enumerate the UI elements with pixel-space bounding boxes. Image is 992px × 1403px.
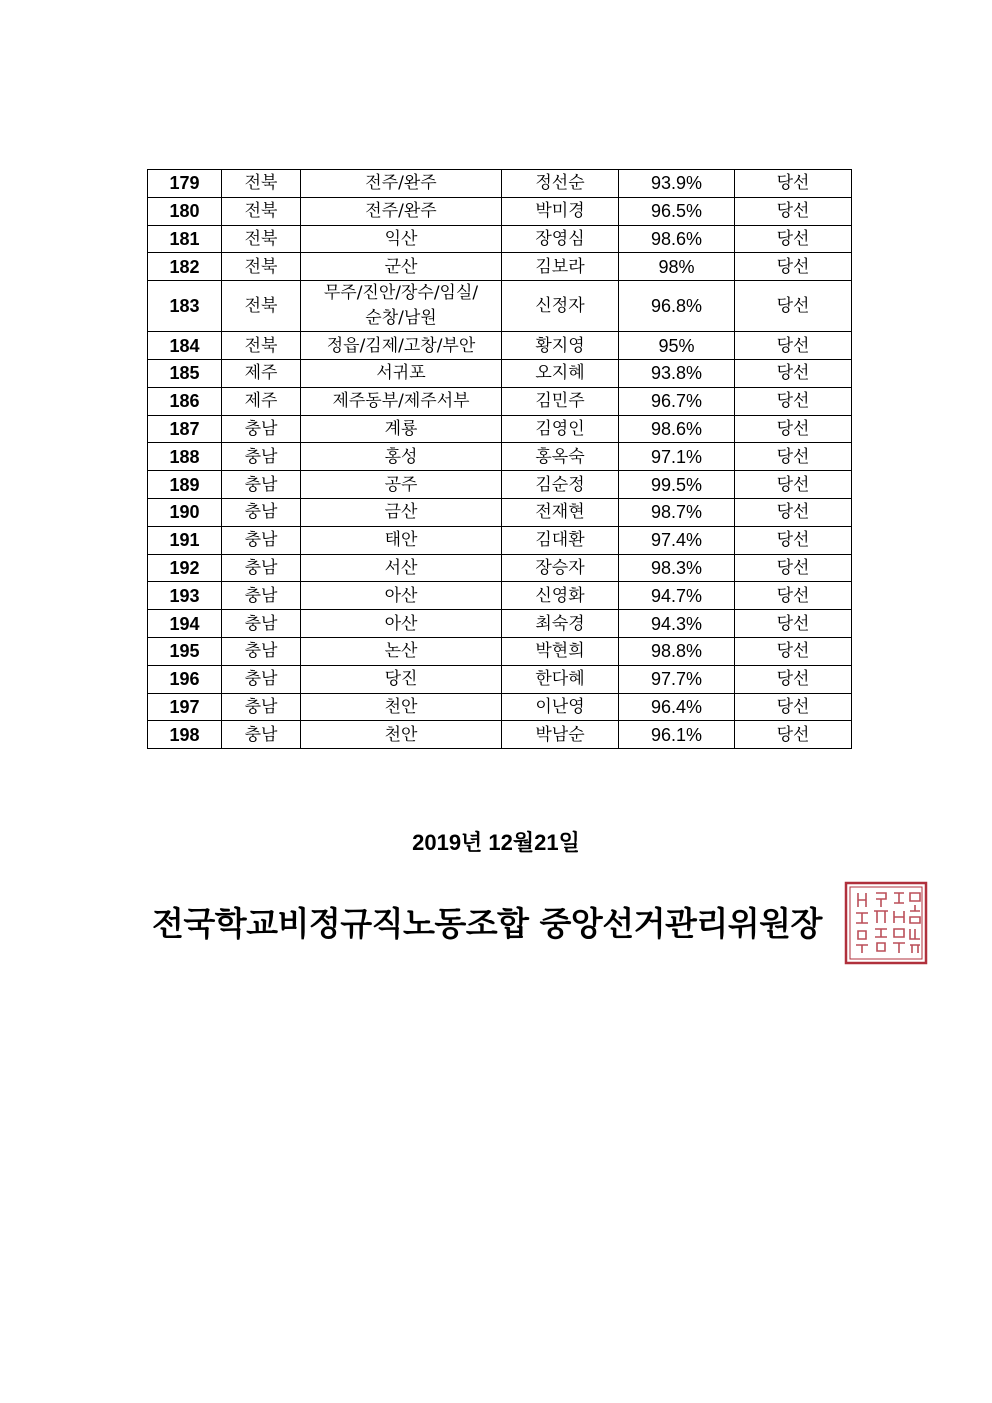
- cell-result: 당선: [735, 693, 852, 721]
- table-row: [148, 693, 852, 721]
- cell-region: 충남: [222, 498, 301, 526]
- cell-result: 당선: [735, 498, 852, 526]
- cell-vote-rate: 94.7%: [619, 582, 735, 610]
- table-row: [148, 498, 852, 526]
- cell-district: 천안: [301, 721, 502, 749]
- table-row: [148, 332, 852, 360]
- cell-result: 당선: [735, 197, 852, 225]
- cell-region: 충남: [222, 415, 301, 443]
- cell-district: 태안: [301, 526, 502, 554]
- cell-vote-rate: 96.7%: [619, 387, 735, 415]
- cell-vote-rate: 96.1%: [619, 721, 735, 749]
- cell-region: 전북: [222, 170, 301, 198]
- cell-district: 서귀포: [301, 359, 502, 387]
- cell-number: 191: [148, 526, 222, 554]
- cell-number: 189: [148, 471, 222, 499]
- cell-name: 정선순: [502, 170, 619, 198]
- cell-number: 184: [148, 332, 222, 360]
- cell-region: 충남: [222, 443, 301, 471]
- cell-district: 홍성: [301, 443, 502, 471]
- cell-name: 황지영: [502, 332, 619, 360]
- cell-name: 오지혜: [502, 359, 619, 387]
- cell-region: 충남: [222, 610, 301, 638]
- cell-name: 김순정: [502, 471, 619, 499]
- cell-name: 장영심: [502, 225, 619, 253]
- cell-result: 당선: [735, 387, 852, 415]
- cell-district: 당진: [301, 665, 502, 693]
- cell-result: 당선: [735, 170, 852, 198]
- cell-result: 당선: [735, 225, 852, 253]
- table-row: [148, 443, 852, 471]
- cell-number: 180: [148, 197, 222, 225]
- cell-vote-rate: 97.1%: [619, 443, 735, 471]
- cell-number: 196: [148, 665, 222, 693]
- table-row: [148, 610, 852, 638]
- cell-result: 당선: [735, 471, 852, 499]
- table-row: [148, 197, 852, 225]
- cell-vote-rate: 99.5%: [619, 471, 735, 499]
- cell-vote-rate: 98.3%: [619, 554, 735, 582]
- cell-vote-rate: 96.8%: [619, 281, 735, 332]
- cell-name: 최숙경: [502, 610, 619, 638]
- cell-vote-rate: 97.7%: [619, 665, 735, 693]
- cell-name: 장승자: [502, 554, 619, 582]
- cell-district: 계룡: [301, 415, 502, 443]
- table-row: [148, 387, 852, 415]
- cell-district: 천안: [301, 693, 502, 721]
- table-row: [148, 637, 852, 665]
- cell-region: 전북: [222, 332, 301, 360]
- cell-region: 전북: [222, 281, 301, 332]
- cell-number: 195: [148, 637, 222, 665]
- cell-region: 전북: [222, 225, 301, 253]
- cell-result: 당선: [735, 721, 852, 749]
- cell-number: 186: [148, 387, 222, 415]
- cell-result: 당선: [735, 415, 852, 443]
- cell-result: 당선: [735, 253, 852, 281]
- cell-region: 충남: [222, 582, 301, 610]
- cell-district: 익산: [301, 225, 502, 253]
- cell-name: 김대환: [502, 526, 619, 554]
- cell-result: 당선: [735, 443, 852, 471]
- cell-region: 충남: [222, 471, 301, 499]
- cell-region: 충남: [222, 526, 301, 554]
- cell-result: 당선: [735, 526, 852, 554]
- cell-district: 군산: [301, 253, 502, 281]
- cell-name: 신정자: [502, 281, 619, 332]
- cell-region: 충남: [222, 665, 301, 693]
- cell-result: 당선: [735, 582, 852, 610]
- cell-name: 이난영: [502, 693, 619, 721]
- table-row: [148, 582, 852, 610]
- cell-region: 제주: [222, 359, 301, 387]
- cell-vote-rate: 93.9%: [619, 170, 735, 198]
- cell-vote-rate: 96.4%: [619, 693, 735, 721]
- cell-name: 홍옥숙: [502, 443, 619, 471]
- cell-vote-rate: 98%: [619, 253, 735, 281]
- cell-name: 전재현: [502, 498, 619, 526]
- cell-district: 금산: [301, 498, 502, 526]
- cell-result: 당선: [735, 637, 852, 665]
- cell-number: 193: [148, 582, 222, 610]
- cell-result: 당선: [735, 332, 852, 360]
- cell-number: 182: [148, 253, 222, 281]
- cell-region: 전북: [222, 253, 301, 281]
- table-row: [148, 665, 852, 693]
- cell-district: 공주: [301, 471, 502, 499]
- cell-region: 전북: [222, 197, 301, 225]
- cell-district: 전주/완주: [301, 197, 502, 225]
- election-results-table: [147, 169, 852, 749]
- document-date: 2019년 12월21일: [412, 830, 580, 855]
- cell-district: 서산: [301, 554, 502, 582]
- cell-name: 박남순: [502, 721, 619, 749]
- cell-number: 194: [148, 610, 222, 638]
- cell-name: 신영화: [502, 582, 619, 610]
- cell-name: 김영인: [502, 415, 619, 443]
- cell-number: 179: [148, 170, 222, 198]
- cell-vote-rate: 96.5%: [619, 197, 735, 225]
- cell-region: 충남: [222, 554, 301, 582]
- cell-name: 박현희: [502, 637, 619, 665]
- cell-region: 제주: [222, 387, 301, 415]
- cell-district: 제주동부/제주서부: [301, 387, 502, 415]
- cell-vote-rate: 94.3%: [619, 610, 735, 638]
- cell-vote-rate: 97.4%: [619, 526, 735, 554]
- cell-vote-rate: 98.6%: [619, 225, 735, 253]
- table-row: [148, 526, 852, 554]
- cell-number: 197: [148, 693, 222, 721]
- table-row: [148, 415, 852, 443]
- cell-result: 당선: [735, 554, 852, 582]
- cell-vote-rate: 98.6%: [619, 415, 735, 443]
- cell-vote-rate: 93.8%: [619, 359, 735, 387]
- cell-name: 김민주: [502, 387, 619, 415]
- cell-region: 충남: [222, 721, 301, 749]
- table-row: [148, 471, 852, 499]
- official-seal-icon: [844, 881, 928, 965]
- cell-district: 무주/진안/장수/임실/ 순창/남원: [301, 281, 502, 332]
- cell-number: 188: [148, 443, 222, 471]
- table-row: [148, 721, 852, 749]
- cell-result: 당선: [735, 665, 852, 693]
- cell-district: 전주/완주: [301, 170, 502, 198]
- cell-number: 198: [148, 721, 222, 749]
- cell-result: 당선: [735, 359, 852, 387]
- cell-region: 충남: [222, 693, 301, 721]
- table-row: [148, 253, 852, 281]
- cell-vote-rate: 95%: [619, 332, 735, 360]
- cell-district: 정읍/김제/고창/부안: [301, 332, 502, 360]
- table-row: [148, 554, 852, 582]
- table-row: [148, 281, 852, 332]
- table-row: [148, 225, 852, 253]
- cell-number: 190: [148, 498, 222, 526]
- cell-number: 192: [148, 554, 222, 582]
- cell-vote-rate: 98.7%: [619, 498, 735, 526]
- cell-district: 논산: [301, 637, 502, 665]
- cell-number: 185: [148, 359, 222, 387]
- table-row: [148, 170, 852, 198]
- cell-number: 187: [148, 415, 222, 443]
- table-body: [148, 170, 852, 749]
- cell-district: 아산: [301, 610, 502, 638]
- cell-name: 박미경: [502, 197, 619, 225]
- cell-region: 충남: [222, 637, 301, 665]
- cell-result: 당선: [735, 610, 852, 638]
- signer-title: 전국학교비정규직노동조합 중앙선거관리위원장: [152, 904, 822, 943]
- cell-name: 김보라: [502, 253, 619, 281]
- cell-result: 당선: [735, 281, 852, 332]
- cell-name: 한다혜: [502, 665, 619, 693]
- cell-vote-rate: 98.8%: [619, 637, 735, 665]
- cell-number: 183: [148, 281, 222, 332]
- cell-number: 181: [148, 225, 222, 253]
- cell-district: 아산: [301, 582, 502, 610]
- table-row: [148, 359, 852, 387]
